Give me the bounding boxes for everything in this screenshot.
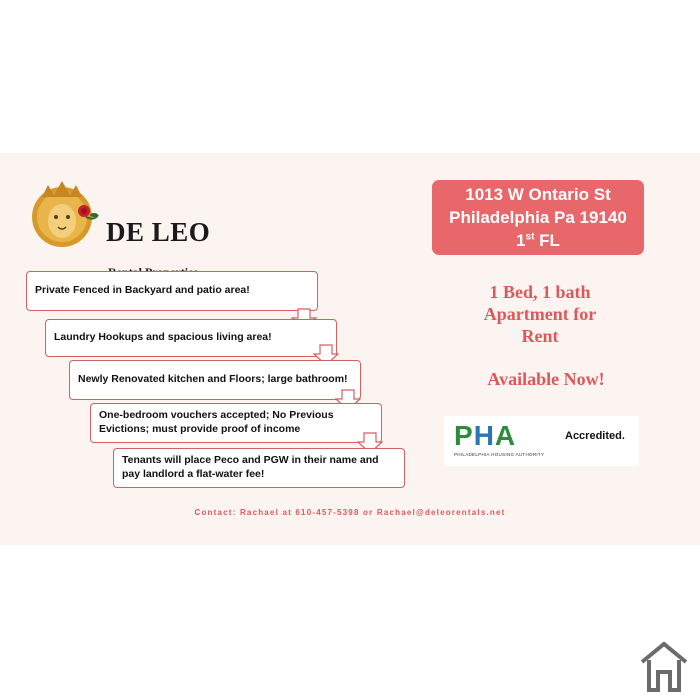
- brand-logo: [28, 177, 211, 257]
- feature-step-1: Private Fenced in Backyard and patio area!: [26, 271, 318, 311]
- rental-flyer: [0, 153, 700, 545]
- accredited-label: Accredited.: [565, 430, 625, 442]
- availability-text: Available Now!: [487, 369, 605, 389]
- lion-with-rose-logo-icon: [28, 177, 100, 257]
- pha-logo: PHA: [454, 420, 517, 451]
- feature-step-2: Laundry Hookups and spacious living area!: [45, 319, 337, 357]
- pha-subtitle: PHILADELPHIA HOUSING AUTHORITY: [454, 452, 545, 457]
- contact-line: Contact: Rachael at 610-457-5398 or Rachael@deleorentals.net: [194, 508, 506, 517]
- feature-step-4: One-bedroom vouchers accepted; No Previous Evictions; must provide proof of income: [90, 403, 382, 443]
- home-icon[interactable]: [638, 640, 690, 692]
- address-city: Philadelphia Pa 19140: [449, 208, 627, 227]
- listing-headline: 1 Bed, 1 bath Apartment for Rent: [483, 282, 597, 346]
- pha-accreditation-badge: [444, 416, 639, 466]
- feature-step-3: Newly Renovated kitchen and Floors; large bathroom!: [69, 360, 361, 400]
- address-street: 1013 W Ontario St: [465, 185, 611, 204]
- feature-step-5: Tenants will place Peco and PGW in their name and pay landlord a flat-water fee!: [113, 448, 405, 488]
- brand-name: DE LEO: [106, 217, 211, 247]
- address-banner: [432, 180, 644, 255]
- address-floor: 1st FL: [516, 231, 560, 250]
